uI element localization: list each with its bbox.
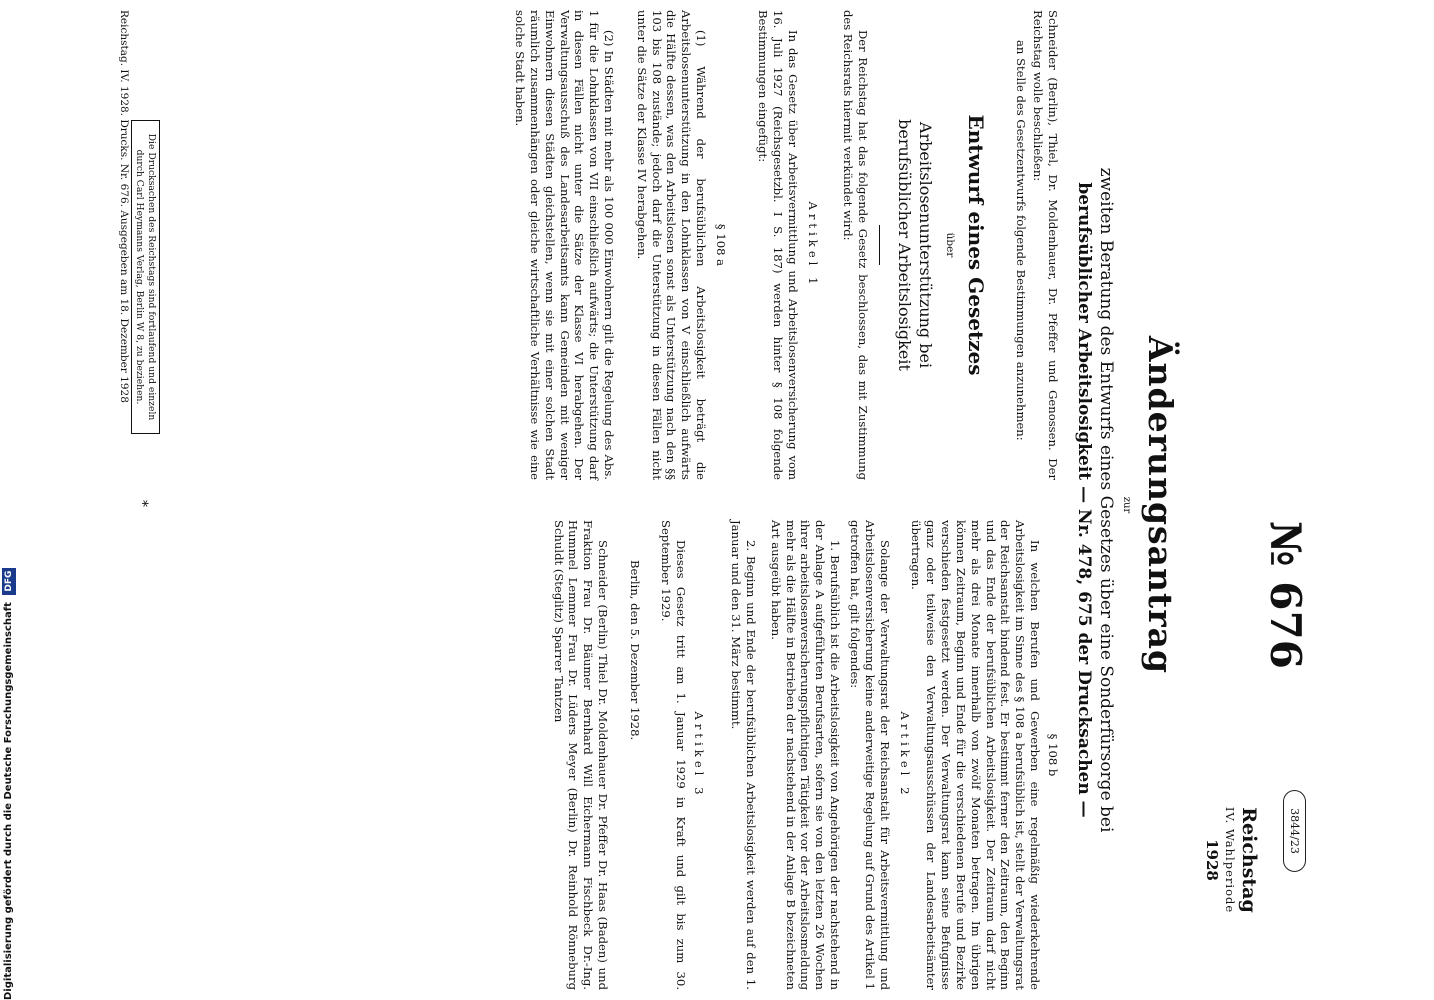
year: 1928: [1203, 839, 1221, 881]
drucksache-number: № 676: [1261, 521, 1310, 669]
article-1-text: In das Gesetz über Arbeitsvermittlung und Arbeitslosenversicherung vom 16. Juli 1927 (Reichsgesetzbl. I S. 187) werden hinter § 108 folgende Bestimmungen eingefügt:: [756, 10, 800, 480]
date-line: Berlin, den 5. Dezember 1928.: [628, 560, 642, 741]
document-page: [50, 0, 1310, 1000]
paragraph-108b-text: In welchen Berufen und Gewerben eine regelmäßig wiederkehrende Arbeitslosigkeit im Sinne des § 108 a berufsüblich ist, stellt der Verwaltungsrat der Reichsanstalt bindend fest. Er bestimmt ferner den Zeitraum, den Beginn und das Ende der berufsüblichen Arbeitslosigkeit. Der Zeitraum darf nicht mehr als drei Monate innerhalb von zwölf Monaten betragen. Im übrigen können Zeitraum, Beginn und Ende für die verschiedenen Berufe und Bezirke verschieden festgesetzt werden. Der Verwaltungsrat kann seine Befugnisse ganz oder teilweise den Verwaltungsausschüssen der Landesarbeitsämter übertragen.: [909, 520, 1042, 990]
article-1-heading: Artikel 1: [806, 201, 820, 289]
entwurf-subtitle: Arbeitslosenunterstützung bei berufsüblicher Arbeitslosigkeit: [895, 119, 935, 371]
paragraph-108b-heading: § 108 b: [1046, 733, 1060, 777]
paragraph-108a-1: (1) Während der berufsüblichen Arbeitslosigkeit beträgt die Arbeitslosenunterstützung in den Lohnklassen von V einschließlich aufwärts die Hälfte dessen, was den Arbeitslosen sonst als Unterstützung nach den §§ 103 bis 108 zustände; jedoch darf die Unterstützung in diesen Fällen nicht unter die Sätze der Klasse IV herabgehen.: [634, 10, 708, 480]
dfg-sidebar: [2, 0, 16, 1000]
publisher-notice: Die Drucksachen des Reichstags sind fortlaufend und einzeln durch Carl Heymanns Verlag, Berlin W 8, zu beziehen.: [131, 120, 160, 434]
wahlperiode: IV. Wahlperiode: [1223, 806, 1237, 914]
signatures: Schneider (Berlin) Thiel Dr. Moldenhauer Dr. Pfeffer Dr. Haas (Baden) und Fraktion Frau Dr. Bäumer Bernhard Will Eichermann Fischbeck Dr.-Ing. Hummel Lemmer Frau Dr. Lüders Meyer (Berlin) Dr. Reinhold Rönneburg Schuldt (Steglitz) Sparrer Tantzen: [551, 520, 610, 990]
signers-paragraph: Schneider (Berlin), Thiel, Dr. Moldenhauer, Dr. Pfeffer und Genossen. Der Reichstag wolle beschließen:: [1031, 10, 1060, 480]
archive-stamp-box: 3844/23: [1283, 790, 1306, 872]
title-zur: zur: [1121, 496, 1132, 514]
entwurf-heading: Entwurf eines Gesetzes: [964, 114, 988, 376]
sidebar-text: Digitalisierung gefördert durch die Deutsche Forschungsgemeinschaft: [3, 602, 14, 1000]
article-3-heading: Artikel 3: [692, 711, 706, 799]
entwurf-ueber: über: [944, 232, 956, 258]
paragraph-108a-2: (2) In Städten mit mehr als 100 000 Einwohnern gilt die Regelung des Abs. 1 für die Lohnklassen von VII einschließlich aufwärts; die Unterstützung darf in diesen Fällen nicht unter die Sätze der Klasse VI herabgehen. Der Verwaltungsausschuß des Landesarbeitsamts kann Gemeinden mit weniger Einwohnern diesen Städten gleichstellen, wenn sie mit einer solchen Stadt räumlich zusammenhängen oder gleiche wirtschaftliche Verhältnisse wie eine solche Stadt haben.: [513, 10, 616, 480]
article-2-text: Solange der Verwaltungsrat der Reichsanstalt für Arbeitsvermittlung und Arbeitslosenversicherung keine anderweitige Regelung auf Grund des Artikel 1 getroffen hat, gilt folgendes:: [848, 520, 892, 990]
print-line: Reichstag. IV. 1928. Drucks. Nr. 676. Ausgegeben am 18. Dezember 1928: [118, 10, 130, 403]
paragraph-108a-heading: § 108 a: [714, 223, 728, 267]
enact-paragraph: Der Reichstag hat das folgende Gesetz beschlossen, das mit Zustimmung des Reichsrats hiermit verkündet wird:: [841, 10, 870, 480]
document-title: Änderungsantrag: [1141, 335, 1180, 675]
intro-paragraph: an Stelle des Gesetzentwurfs folgende Bestimmungen anzunehmen:: [1014, 40, 1028, 441]
article-2-heading: Artikel 2: [898, 711, 912, 799]
divider: [879, 225, 880, 265]
article-2-item-2: 2. Beginn und Ende der berufsüblichen Arbeitslosigkeit werden auf den 1. Januar und den 31. März bestimmt.: [729, 520, 758, 990]
article-3-text: Dieses Gesetz tritt am 1. Januar 1929 in Kraft und gilt bis zum 30. September 1929.: [659, 520, 688, 990]
article-2-item-1: 1. Berufsüblich ist die Arbeitslosigkeit von Angehörigen der nachstehend in der Anlage A aufgeführten Berufsarten, sofern sie von den letzten 26 Wochen ihrer arbeitslosenversicherungspflichtigen Tätigkeit vor der Arbeitslosmeldung mehr als die Hälfte in Betrieben der nachstehend in der Anlage B bezeichneten Art ausgeübt haben.: [768, 520, 842, 990]
title-line-1: zweiten Beratung des Entwurfs eines Gesetzes über eine Sonderfürsorge bei: [1096, 167, 1116, 833]
dfg-logo: DFG: [2, 568, 16, 595]
asterisk-mark: *: [134, 500, 150, 507]
title-line-2: berufsüblicher Arbeitslosigkeit — Nr. 478, 675 der Drucksachen —: [1074, 182, 1094, 818]
reichstag-title: Reichstag: [1238, 807, 1260, 913]
